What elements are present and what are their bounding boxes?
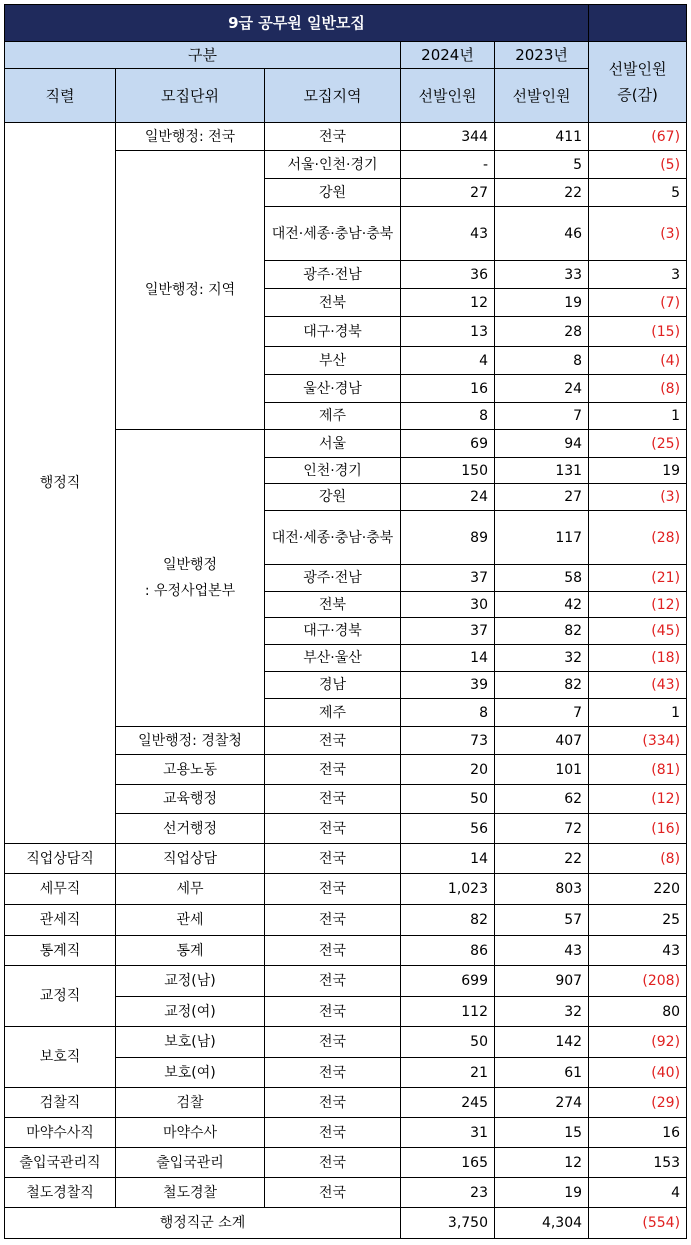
change-cell: (67) xyxy=(589,123,687,151)
table-row xyxy=(5,123,687,151)
table-row xyxy=(5,844,687,874)
group-geomchal: 검찰직 xyxy=(5,1088,116,1118)
value-2024-cell: 21 xyxy=(401,1058,495,1088)
change-cell: 43 xyxy=(589,936,687,966)
value-2023-cell: 61 xyxy=(495,1058,589,1088)
region-cell: 경남 xyxy=(265,672,401,699)
value-2024-cell: 50 xyxy=(401,1027,495,1058)
header-year-2023: 2023년 xyxy=(495,42,589,69)
unit-cell: 고용노동 xyxy=(116,755,265,785)
value-2023-cell: 42 xyxy=(495,592,589,618)
unit-cell: 관세 xyxy=(116,905,265,936)
header-jikryeol: 직렬 xyxy=(5,69,116,123)
table-row xyxy=(5,1027,687,1058)
change-cell: (12) xyxy=(589,785,687,814)
value-2024-cell: 50 xyxy=(401,785,495,814)
region-cell: 전국 xyxy=(265,966,401,997)
value-2023-cell: 22 xyxy=(495,844,589,874)
change-cell: (4) xyxy=(589,347,687,375)
unit-cell: 세무 xyxy=(116,874,265,905)
value-2023-cell: 43 xyxy=(495,936,589,966)
value-2023-cell: 131 xyxy=(495,458,589,484)
region-cell: 전국 xyxy=(265,1178,401,1208)
region-cell: 제주 xyxy=(265,699,401,727)
change-cell: 19 xyxy=(589,458,687,484)
total-2023: 4,304 xyxy=(495,1208,589,1239)
region-cell: 대구·경북 xyxy=(265,317,401,347)
unit-cell: 출입국관리 xyxy=(116,1148,265,1178)
table-row xyxy=(5,936,687,966)
group-haengjeong: 행정직 xyxy=(5,123,116,844)
change-cell: 5 xyxy=(589,179,687,207)
value-2023-cell: 57 xyxy=(495,905,589,936)
value-2023-cell: 7 xyxy=(495,403,589,430)
region-cell: 전국 xyxy=(265,1118,401,1148)
change-cell: (18) xyxy=(589,645,687,672)
value-2023-cell: 58 xyxy=(495,565,589,592)
change-cell: 1 xyxy=(589,699,687,727)
region-cell: 전국 xyxy=(265,727,401,755)
value-2023-cell: 12 xyxy=(495,1148,589,1178)
header-selected-2024: 선발인원 xyxy=(401,69,495,123)
change-cell: 153 xyxy=(589,1148,687,1178)
table-row xyxy=(5,1178,687,1208)
total-change: (554) xyxy=(589,1208,687,1239)
change-cell: (8) xyxy=(589,844,687,874)
value-2023-cell: 82 xyxy=(495,672,589,699)
value-2023-cell: 803 xyxy=(495,874,589,905)
value-2024-cell: 31 xyxy=(401,1118,495,1148)
unit-cell: 검찰 xyxy=(116,1088,265,1118)
change-cell: (3) xyxy=(589,484,687,511)
value-2024-cell: 150 xyxy=(401,458,495,484)
value-2023-cell: 62 xyxy=(495,785,589,814)
value-2024-cell: 14 xyxy=(401,645,495,672)
group-boho: 보호직 xyxy=(5,1027,116,1088)
region-cell: 전국 xyxy=(265,785,401,814)
value-2023-cell: 72 xyxy=(495,814,589,844)
header-region: 모집지역 xyxy=(265,69,401,123)
header-selected-2023: 선발인원 xyxy=(495,69,589,123)
region-cell: 강원 xyxy=(265,179,401,207)
region-cell: 전국 xyxy=(265,1027,401,1058)
table-row xyxy=(5,1118,687,1148)
change-cell: (81) xyxy=(589,755,687,785)
value-2023-cell: 142 xyxy=(495,1027,589,1058)
region-cell: 대전·세종·충남·충북 xyxy=(265,207,401,261)
table-title: 9급 공무원 일반모집 xyxy=(5,5,589,42)
unit-cell: 교육행정 xyxy=(116,785,265,814)
value-2024-cell: 112 xyxy=(401,997,495,1027)
unit-cell: 마약수사 xyxy=(116,1118,265,1148)
region-cell: 전국 xyxy=(265,997,401,1027)
region-cell: 전국 xyxy=(265,123,401,151)
value-2023-cell: 274 xyxy=(495,1088,589,1118)
value-2023-cell: 101 xyxy=(495,755,589,785)
change-cell: 25 xyxy=(589,905,687,936)
value-2024-cell: 13 xyxy=(401,317,495,347)
region-cell: 서울 xyxy=(265,430,401,458)
change-cell: (3) xyxy=(589,207,687,261)
region-cell: 전국 xyxy=(265,814,401,844)
change-cell: 4 xyxy=(589,1178,687,1208)
value-2024-cell: 4 xyxy=(401,347,495,375)
value-2024-cell: 24 xyxy=(401,484,495,511)
value-2024-cell: 43 xyxy=(401,207,495,261)
value-2023-cell: 27 xyxy=(495,484,589,511)
value-2024-cell: 27 xyxy=(401,179,495,207)
region-cell: 광주·전남 xyxy=(265,565,401,592)
value-2023-cell: 15 xyxy=(495,1118,589,1148)
value-2023-cell: 8 xyxy=(495,347,589,375)
change-cell: (16) xyxy=(589,814,687,844)
unit-cell: 보호(여) xyxy=(116,1058,265,1088)
change-cell: (15) xyxy=(589,317,687,347)
unit-cell: 철도경찰 xyxy=(116,1178,265,1208)
change-cell: (28) xyxy=(589,511,687,565)
region-cell: 대전·세종·충남·충북 xyxy=(265,511,401,565)
region-cell: 전북 xyxy=(265,592,401,618)
unit-jiyeok: 일반행정: 지역 xyxy=(116,151,265,430)
unit-cell: 교정(여) xyxy=(116,997,265,1027)
unit-cell: 직업상담 xyxy=(116,844,265,874)
value-2024-cell: 23 xyxy=(401,1178,495,1208)
region-cell: 부산·울산 xyxy=(265,645,401,672)
value-2023-cell: 94 xyxy=(495,430,589,458)
region-cell: 제주 xyxy=(265,403,401,430)
header-unit: 모집단위 xyxy=(116,69,265,123)
value-2023-cell: 5 xyxy=(495,151,589,179)
region-cell: 서울·인천·경기 xyxy=(265,151,401,179)
value-2023-cell: 82 xyxy=(495,618,589,645)
value-2023-cell: 19 xyxy=(495,289,589,317)
group-semu: 세무직 xyxy=(5,874,116,905)
value-2023-cell: 24 xyxy=(495,375,589,403)
unit-cell: 선거행정 xyxy=(116,814,265,844)
total-label: 행정직군 소계 xyxy=(5,1208,401,1239)
value-2024-cell: 82 xyxy=(401,905,495,936)
region-cell: 광주·전남 xyxy=(265,261,401,289)
value-2024-cell: 1,023 xyxy=(401,874,495,905)
change-cell: 80 xyxy=(589,997,687,1027)
recruitment-table xyxy=(4,4,687,1239)
change-cell: 3 xyxy=(589,261,687,289)
value-2024-cell: 86 xyxy=(401,936,495,966)
group-mayak: 마약수사직 xyxy=(5,1118,116,1148)
change-cell: (208) xyxy=(589,966,687,997)
group-cheoldo: 철도경찰직 xyxy=(5,1178,116,1208)
value-2024-cell: 245 xyxy=(401,1088,495,1118)
region-cell: 부산 xyxy=(265,347,401,375)
change-cell: (12) xyxy=(589,592,687,618)
change-cell: (40) xyxy=(589,1058,687,1088)
value-2024-cell: 73 xyxy=(401,727,495,755)
value-2024-cell: 69 xyxy=(401,430,495,458)
value-2024-cell: 8 xyxy=(401,699,495,727)
table-row xyxy=(5,874,687,905)
table-row xyxy=(5,1088,687,1118)
value-2023-cell: 407 xyxy=(495,727,589,755)
change-cell: 1 xyxy=(589,403,687,430)
group-jigeop: 직업상담직 xyxy=(5,844,116,874)
group-tonggye: 통계직 xyxy=(5,936,116,966)
value-2024-cell: 344 xyxy=(401,123,495,151)
region-cell: 전국 xyxy=(265,1088,401,1118)
change-cell: (334) xyxy=(589,727,687,755)
region-cell: 전국 xyxy=(265,1058,401,1088)
value-2024-cell: 20 xyxy=(401,755,495,785)
title-blank-cell xyxy=(589,5,687,42)
table-row xyxy=(5,966,687,997)
value-2024-cell: 12 xyxy=(401,289,495,317)
unit-cell: 보호(남) xyxy=(116,1027,265,1058)
unit-cell: 통계 xyxy=(116,936,265,966)
value-2024-cell: - xyxy=(401,151,495,179)
unit-ujeong: 일반행정 : 우정사업본부 xyxy=(116,430,265,727)
region-cell: 전국 xyxy=(265,755,401,785)
value-2024-cell: 30 xyxy=(401,592,495,618)
region-cell: 강원 xyxy=(265,484,401,511)
value-2024-cell: 16 xyxy=(401,375,495,403)
value-2024-cell: 39 xyxy=(401,672,495,699)
change-cell: (25) xyxy=(589,430,687,458)
change-cell: (92) xyxy=(589,1027,687,1058)
header-change: 선발인원 증(감) xyxy=(589,42,687,123)
value-2023-cell: 411 xyxy=(495,123,589,151)
total-row xyxy=(5,1208,687,1239)
group-gwanse: 관세직 xyxy=(5,905,116,936)
value-2023-cell: 32 xyxy=(495,997,589,1027)
region-cell: 울산·경남 xyxy=(265,375,401,403)
region-cell: 전국 xyxy=(265,1148,401,1178)
unit-cell: 일반행정: 경찰청 xyxy=(116,727,265,755)
value-2024-cell: 56 xyxy=(401,814,495,844)
change-cell: (5) xyxy=(589,151,687,179)
region-cell: 전국 xyxy=(265,844,401,874)
region-cell: 인천·경기 xyxy=(265,458,401,484)
unit-cell: 교정(남) xyxy=(116,966,265,997)
value-2024-cell: 89 xyxy=(401,511,495,565)
value-2024-cell: 165 xyxy=(401,1148,495,1178)
value-2024-cell: 36 xyxy=(401,261,495,289)
change-cell: 220 xyxy=(589,874,687,905)
value-2024-cell: 699 xyxy=(401,966,495,997)
region-cell: 전국 xyxy=(265,874,401,905)
value-2023-cell: 28 xyxy=(495,317,589,347)
value-2024-cell: 37 xyxy=(401,618,495,645)
value-2024-cell: 37 xyxy=(401,565,495,592)
value-2023-cell: 19 xyxy=(495,1178,589,1208)
region-cell: 전국 xyxy=(265,936,401,966)
change-cell: 16 xyxy=(589,1118,687,1148)
change-cell: (45) xyxy=(589,618,687,645)
change-cell: (43) xyxy=(589,672,687,699)
value-2024-cell: 8 xyxy=(401,403,495,430)
region-cell: 전북 xyxy=(265,289,401,317)
value-2024-cell: 14 xyxy=(401,844,495,874)
value-2023-cell: 33 xyxy=(495,261,589,289)
table-row xyxy=(5,905,687,936)
value-2023-cell: 7 xyxy=(495,699,589,727)
change-cell: (21) xyxy=(589,565,687,592)
header-year-2024: 2024년 xyxy=(401,42,495,69)
value-2023-cell: 32 xyxy=(495,645,589,672)
value-2023-cell: 907 xyxy=(495,966,589,997)
total-2024: 3,750 xyxy=(401,1208,495,1239)
value-2023-cell: 117 xyxy=(495,511,589,565)
table-row xyxy=(5,1148,687,1178)
value-2023-cell: 22 xyxy=(495,179,589,207)
group-gyojeong: 교정직 xyxy=(5,966,116,1027)
unit-cell: 일반행정: 전국 xyxy=(116,123,265,151)
header-gubun: 구분 xyxy=(5,42,401,69)
change-cell: (8) xyxy=(589,375,687,403)
change-cell: (29) xyxy=(589,1088,687,1118)
value-2023-cell: 46 xyxy=(495,207,589,261)
region-cell: 대구·경북 xyxy=(265,618,401,645)
region-cell: 전국 xyxy=(265,905,401,936)
change-cell: (7) xyxy=(589,289,687,317)
group-chulip: 출입국관리직 xyxy=(5,1148,116,1178)
